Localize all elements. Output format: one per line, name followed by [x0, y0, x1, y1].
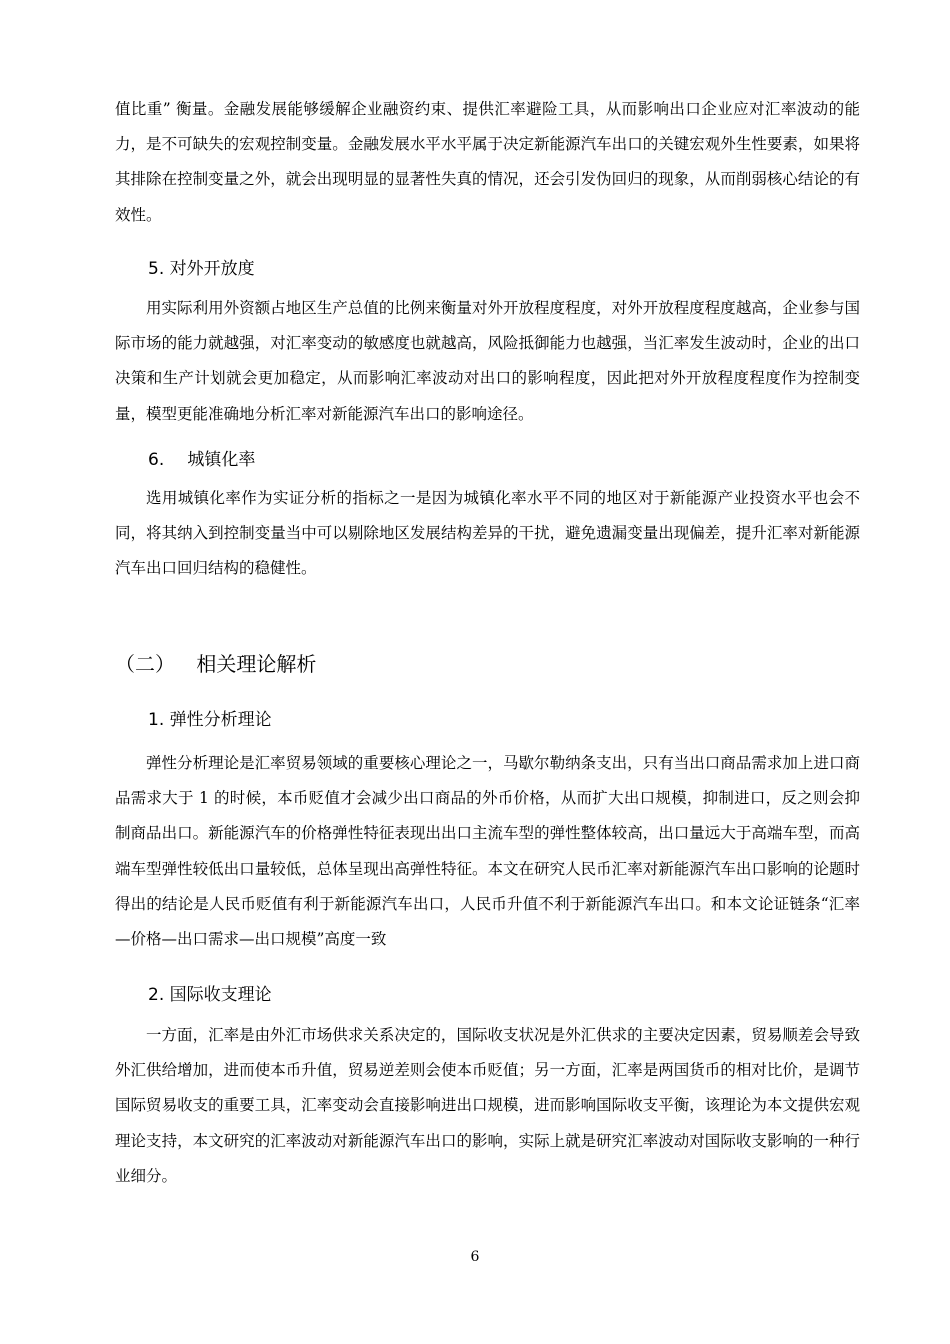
section-number: （二） — [115, 652, 175, 676]
paragraph-text: 用实际利用外资额占地区生产总值的比例来衡量对外开放程度程度，对外开放程度程度越高，企业参与国际市场的能力就越强，对汇率变动的敏感度也就越高，风险抵御能力也越强，当汇率发生波动时，企业的出口决策和生产计划就会更加稳定，从而影响汇率波动对出口的影响程度，因此把对外开放程度程度作为控制变量，模型更能准确地分析汇率对新能源汽车出口的影响途径。 — [115, 299, 860, 423]
heading-text: 弹性分析理论 — [169, 710, 272, 730]
paragraph-text: 一方面，汇率是由外汇市场供求关系决定的，国际收支状况是外汇供求的主要决定因素，贸易顺差会导致外汇供给增加，进而使本币升值，贸易逆差则会使本币贬值；另一方面，汇率是两国货币的相对比价，是调节国际贸易收支的重要工具，汇率变动会直接影响进出口规模，进而影响国际收支平衡，该理论为本文提供宏观理论支持，本文研究的汇率波动对新能源汽车出口的影响，实际上就是研究汇率波动对国际收支影响的一种行业细分。 — [115, 1026, 860, 1185]
heading-urbanization — [148, 448, 255, 472]
heading-openness — [148, 257, 255, 281]
heading-balance-of-payments — [148, 983, 272, 1007]
heading-number: 6. — [148, 450, 165, 470]
paragraph-openness — [115, 291, 860, 432]
heading-text: 城镇化率 — [187, 450, 256, 470]
paragraph-text: 选用城镇化率作为实证分析的指标之一是因为城镇化率水平不同的地区对于新能源产业投资水平也会不同，将其纳入到控制变量当中可以剔除地区发展结构差异的干扰，避免遗漏变量出现偏差，提升汇率对新能源汽车出口回归结构的稳健性。 — [115, 489, 860, 578]
paragraph-text: 值比重” 衡量。金融发展能够缓解企业融资约束、提供汇率避险工具，从而影响出口企业应对汇率波动的能力，是不可缺失的宏观控制变量。金融发展水平水平属于决定新能源汽车出口的关键宏观外生性要素，如果将其排除在控制变量之外，就会出现明显的显著性失真的情况，还会引发伪回归的现象，从而削弱核心结论的有效性。 — [115, 100, 860, 224]
page-number: 6 — [470, 1249, 480, 1265]
paragraph-urbanization — [115, 481, 860, 587]
paragraph-balance-of-payments — [115, 1018, 860, 1194]
heading-text: 国际收支理论 — [169, 985, 272, 1005]
section-title: 相关理论解析 — [196, 652, 317, 676]
paragraph-financial-development — [115, 92, 860, 233]
heading-number: 1. — [148, 710, 165, 730]
heading-number: 2. — [148, 985, 165, 1005]
heading-number: 5. — [148, 259, 165, 279]
paragraph-text: 弹性分析理论是汇率贸易领域的重要核心理论之一，马歇尔勒纳条支出，只有当出口商品需求加上进口商品需求大于 1 的时候，本币贬值才会减少出口商品的外币价格，从而扩大出口规模，抑制进口，反之则会抑制商品出口。新能源汽车的价格弹性特征表现出出口主流车型的弹性整体较高，出口量远大于高端车型，而高端车型弹性较低出口量较低，总体呈现出高弹性特征。本文在研究人民币汇率对新能源汽车出口影响的论题时得出的结论是人民币贬值有利于新能源汽车出口，人民币升值不利于新能源汽车出口。和本文论证链条“汇率—价格—出口需求—出口规模”高度一致 — [115, 754, 860, 949]
heading-text: 对外开放度 — [169, 259, 255, 279]
heading-elasticity — [148, 708, 272, 732]
paragraph-elasticity — [115, 746, 860, 957]
section-heading-theory — [115, 650, 316, 678]
